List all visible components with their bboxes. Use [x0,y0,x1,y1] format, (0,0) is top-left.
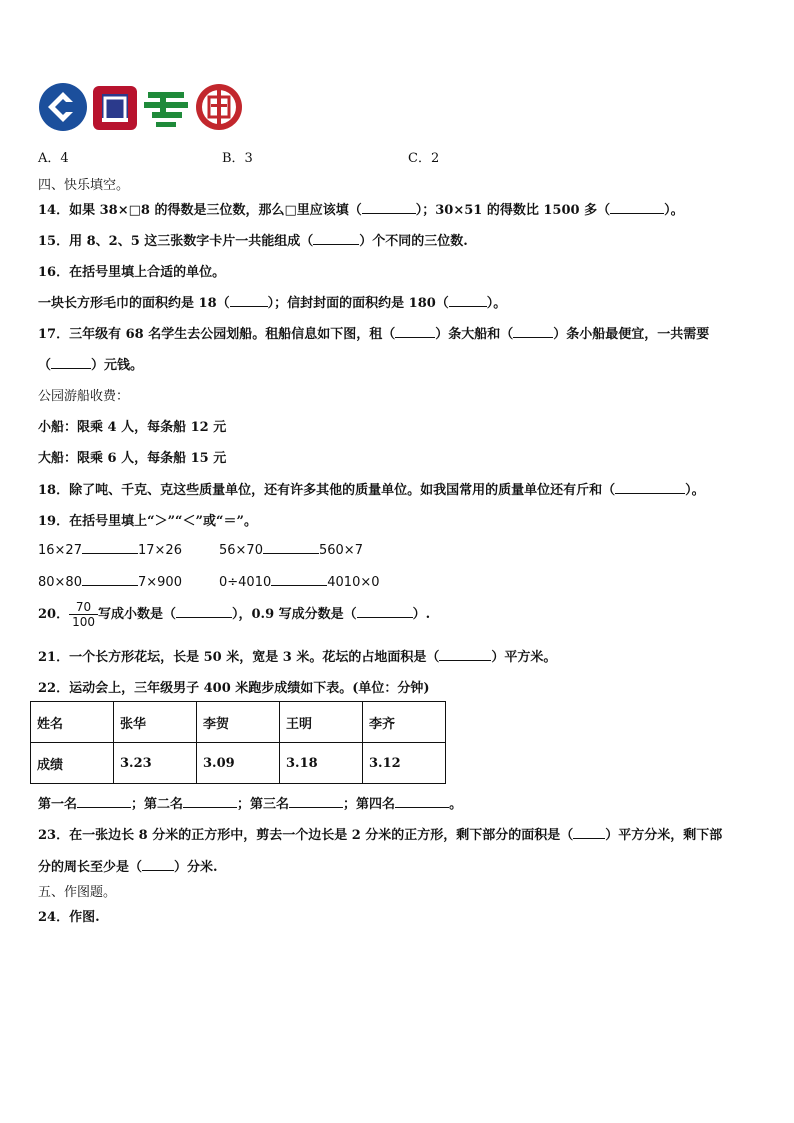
answer-blank[interactable] [51,356,91,369]
answer-blank[interactable] [82,541,138,554]
answer-blank[interactable] [142,858,174,871]
answer-blank[interactable] [362,201,416,214]
question-20: 20． $\frac{70}{100}$ 写成小数是（ ），0.9 写成分数是（ ）. [38,600,431,629]
answer-blank[interactable] [271,573,327,586]
answer-blank[interactable] [449,294,487,307]
fraction: $\frac{70}{100}$ [69,600,98,629]
compare-row-1: 16×27 17×26 [38,543,182,558]
answer-blank[interactable] [573,826,605,839]
question-19-title: 19．在括号里填上“＞”“＜”或“＝”。 [38,514,257,529]
table-cell: 张华 [114,702,197,743]
table-cell: 姓名 [31,702,114,743]
question-17: 17．三年级有 68 名学生去公园划船。租船信息如下图，租（ ）条大船和（ ）条小船最便宜，一共需要 [38,327,710,342]
option-c: C．2 [408,151,440,166]
question-23-cont: 分的周长至少是（ ）分米. [38,860,218,875]
question-21: 21．一个长方形花坛，长是 50 米，宽是 3 米。花坛的占地面积是（ ）平方米。 [38,650,557,665]
answer-blank[interactable] [77,795,131,808]
table-cell: 李贺 [197,702,280,743]
boat-fee-title: 公园游船收费： [38,389,130,404]
answer-blank[interactable] [313,232,359,245]
question-18: 18．除了吨、千克、克这些质量单位，还有许多其他的质量单位。如我国常用的质量单位还有斤和（ ）。 [38,483,705,498]
answer-blank[interactable] [615,481,685,494]
bank-logo-2-icon [92,82,138,132]
answer-blank[interactable] [263,541,319,554]
table-cell: 3.18 [280,743,363,784]
answer-blank[interactable] [439,648,491,661]
answer-blank[interactable] [513,325,553,338]
question-23: 23．在一张边长 8 分米的正方形中，剪去一个边长是 2 分米的正方形，剩下部分的面积是（ ）平方分米，剩下部 [38,828,723,843]
answer-blank[interactable] [183,795,237,808]
postal-bank-logo-icon [142,82,190,132]
question-22-title: 22．运动会上，三年级男子 400 米跑步成绩如下表。(单位：分钟) [38,681,430,696]
compare-row-2b: 0÷4010 4010×0 [219,575,380,590]
option-logos [38,82,248,132]
answer-blank[interactable] [395,795,449,808]
big-boat-fee: 大船：限乘 6 人，每条船 15 元 [38,451,227,466]
small-boat-fee: 小船：限乘 4 人，每条船 12 元 [38,420,227,435]
section-4-heading: 四、快乐填空。 [38,178,130,193]
table-cell: 3.12 [363,743,446,784]
score-table [30,701,446,784]
compare-row-1b: 56×70 560×7 [219,543,363,558]
answer-blank[interactable] [230,294,268,307]
answer-blank[interactable] [82,573,138,586]
question-16-title: 16．在括号里填上合适的单位。 [38,265,226,280]
question-15: 15．用 8、2、5 这三张数字卡片一共能组成（ ）个不同的三位数. [38,234,468,249]
question-14: 14．如果 38×□8 的得数是三位数，那么□里应该填（ ）；30×51 的得数比 1500 多（ ）。 [38,203,684,218]
ranking-line: 第一名 ；第二名 ；第三名 ；第四名 。 [38,797,463,812]
answer-blank[interactable] [176,605,232,618]
table-cell: 3.09 [197,743,280,784]
table-cell: 王明 [280,702,363,743]
table-cell: 李齐 [363,702,446,743]
table-cell: 成绩 [31,743,114,784]
answer-blank[interactable] [289,795,343,808]
table-row [31,743,446,784]
answer-blank[interactable] [395,325,435,338]
answer-blank[interactable] [610,201,664,214]
bank-logo-1-icon [38,82,88,132]
section-5-heading: 五、作图题。 [38,885,117,900]
option-a: A．4 [38,151,69,166]
table-row [31,702,446,743]
question-16-body: 一块长方形毛巾的面积约是 18（ ）；信封封面的面积约是 180（ ）。 [38,296,507,311]
answer-blank[interactable] [357,605,413,618]
table-cell: 3.23 [114,743,197,784]
question-17-cont: （ ）元钱。 [38,358,144,373]
option-b: B．3 [222,151,253,166]
question-24: 24．作图. [38,910,100,925]
bank-logo-4-icon [194,82,244,132]
compare-row-2: 80×80 7×900 [38,575,182,590]
